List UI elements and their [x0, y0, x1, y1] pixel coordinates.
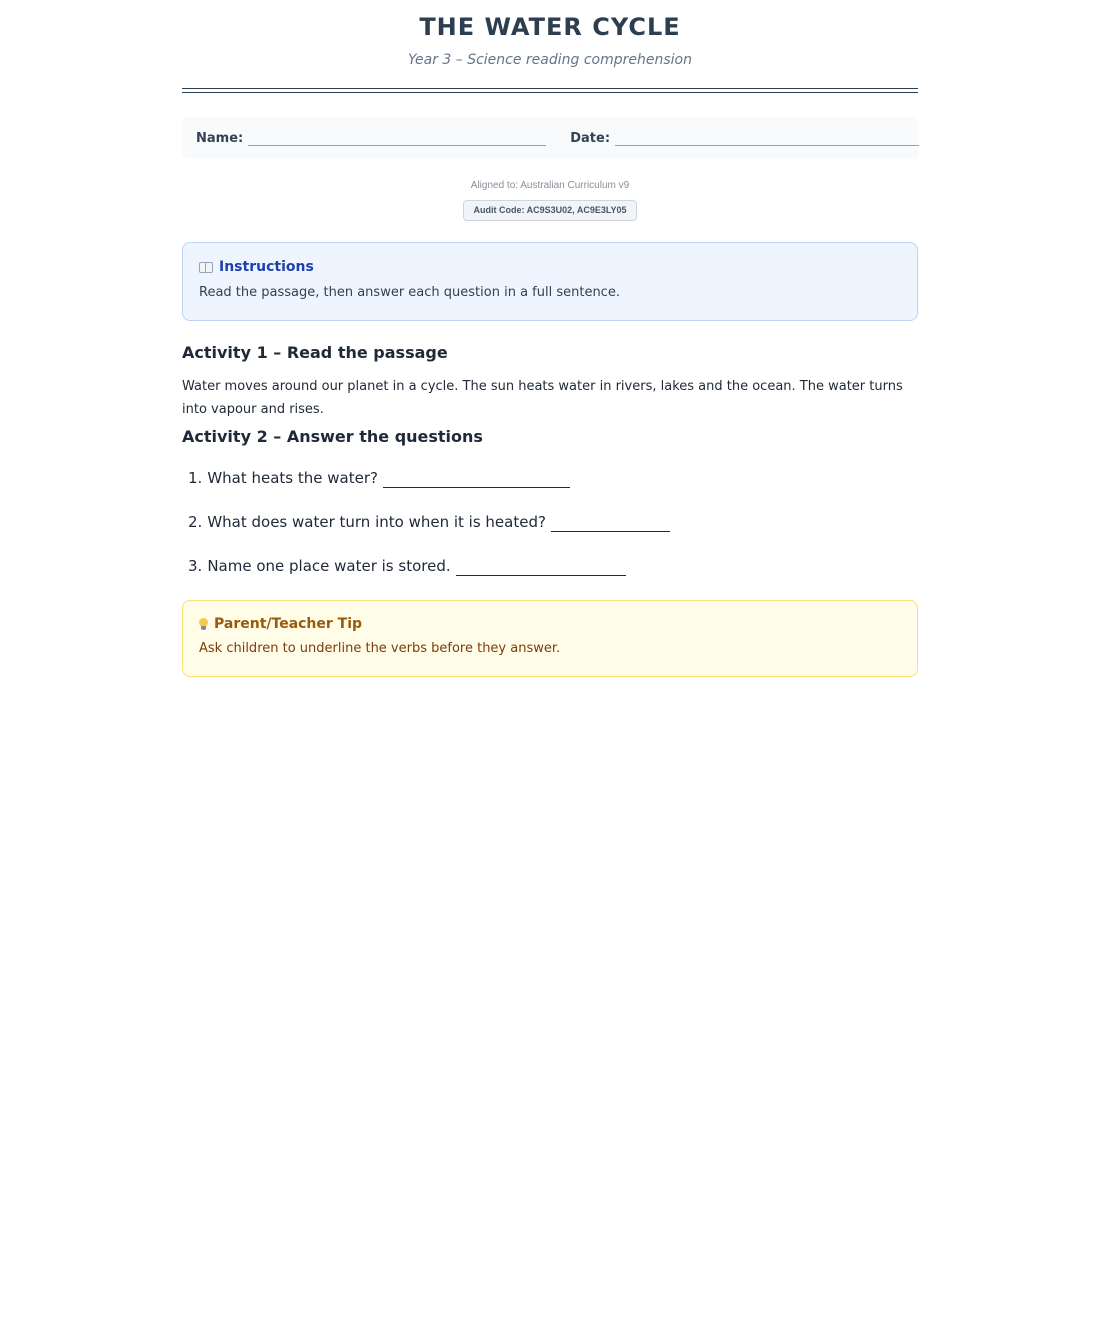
- tip-text: Ask children to underline the verbs before they answer.: [199, 641, 561, 656]
- question-number: 1.: [188, 469, 203, 487]
- open-book-icon: [199, 262, 213, 272]
- name-write-line: [248, 131, 546, 146]
- question-number: 3.: [188, 557, 203, 575]
- answer-line: [551, 515, 670, 532]
- name-label: Name:: [196, 130, 244, 146]
- audit-code-badge: Audit Code: AC9S3U02, AC9E3LY05: [463, 200, 636, 221]
- question-number: 2.: [188, 513, 203, 531]
- answer-line: [456, 559, 626, 576]
- name-field: [196, 131, 546, 146]
- lightbulb-icon: [199, 618, 208, 630]
- instructions-text: Read the passage, then answer each question in a full sentence.: [199, 285, 620, 300]
- tip-box: [182, 600, 918, 677]
- question-list: [182, 468, 918, 576]
- instructions-box: [182, 242, 918, 321]
- question-text: Name one place water is stored.: [207, 557, 451, 575]
- answer-line: [383, 471, 570, 488]
- header-divider: [182, 88, 918, 93]
- reading-passage: Water moves around our planet in a cycle. The sun heats water in rivers, lakes and the ocean. The water turns into vapour and rises.: [182, 379, 903, 417]
- question-item: [182, 468, 918, 488]
- question-item: [182, 512, 918, 532]
- date-write-line: [615, 131, 919, 146]
- date-field: [570, 131, 919, 146]
- worksheet-header: [182, 0, 918, 69]
- name-date-bar: [182, 117, 918, 159]
- page-title: THE WATER CYCLE: [419, 13, 681, 41]
- instructions-heading: Instructions: [219, 259, 314, 275]
- question-text: What does water turn into when it is heated?: [207, 513, 546, 531]
- curriculum-alignment: Aligned to: Australian Curriculum v9: [470, 180, 630, 191]
- activity-2-title: Activity 2 – Answer the questions: [182, 427, 483, 446]
- date-label: Date:: [570, 130, 611, 146]
- question-text: What heats the water?: [207, 469, 378, 487]
- activity-1-title: Activity 1 – Read the passage: [182, 343, 448, 362]
- worksheet: [182, 0, 918, 677]
- page-subtitle: Year 3 – Science reading comprehension: [407, 52, 692, 68]
- tip-heading: Parent/Teacher Tip: [214, 616, 363, 632]
- question-item: [182, 556, 918, 576]
